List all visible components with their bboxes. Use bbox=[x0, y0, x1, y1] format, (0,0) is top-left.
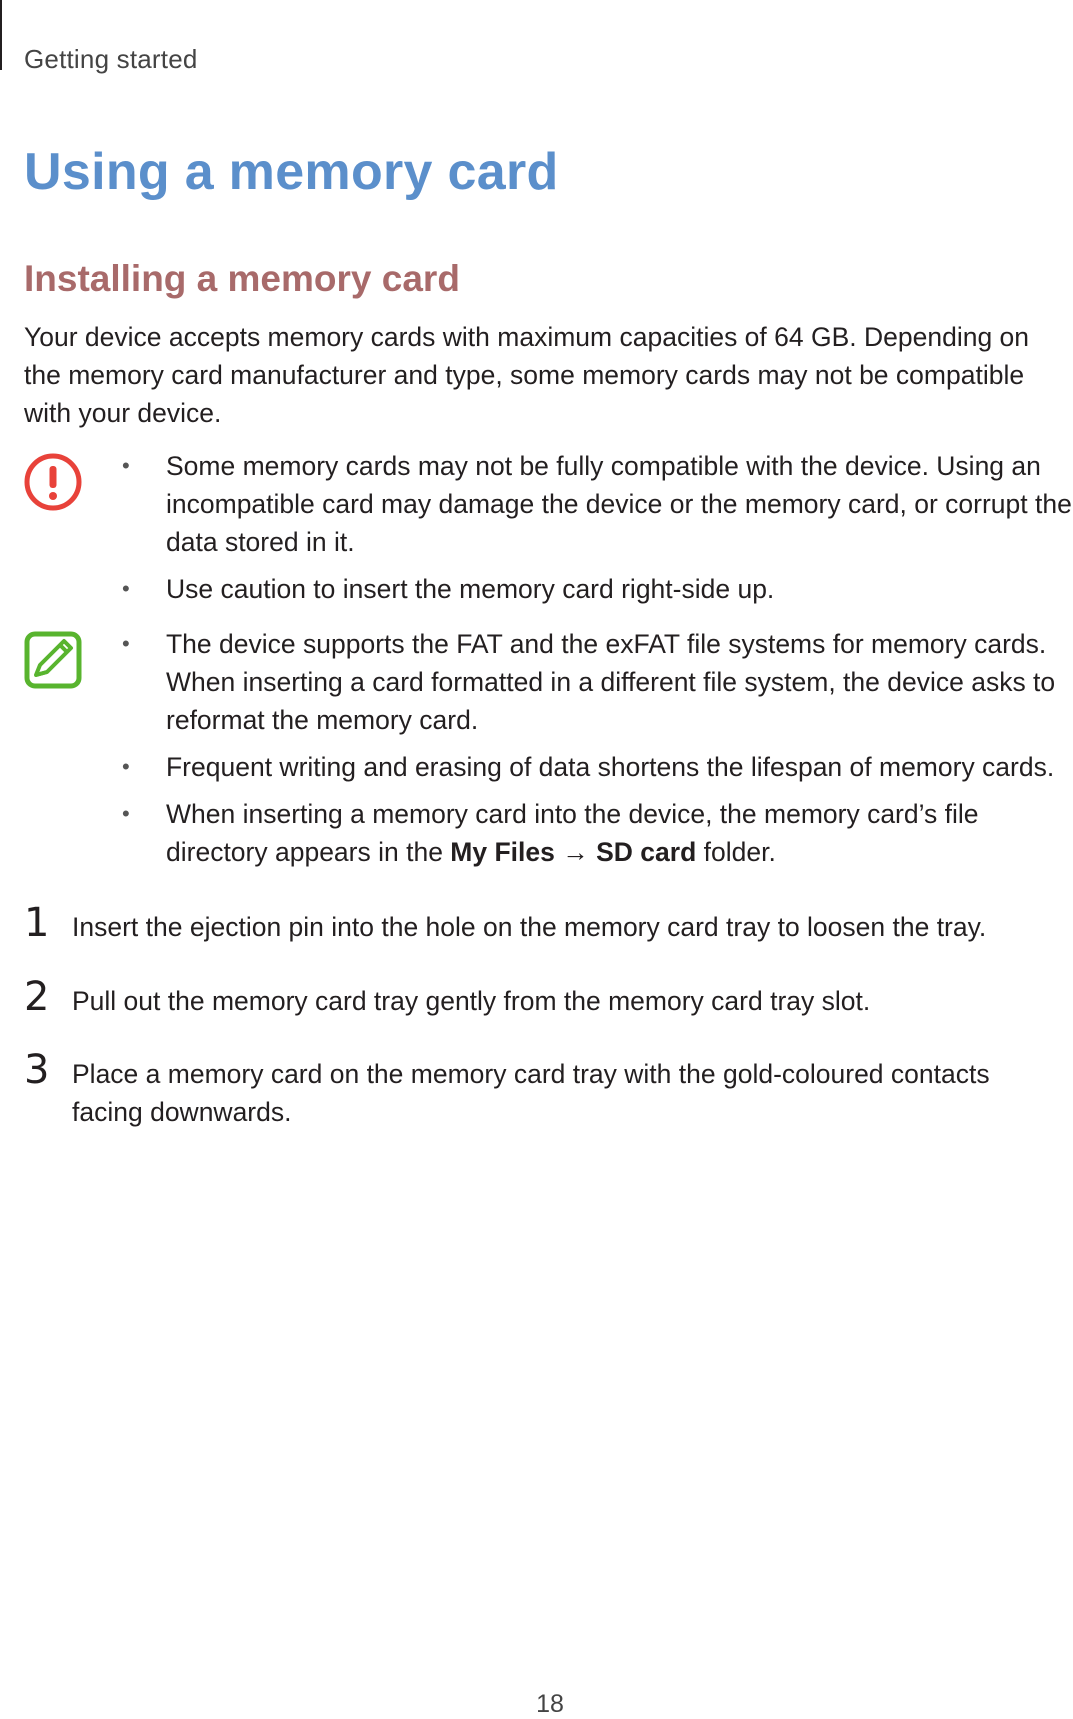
step-number: 2 bbox=[24, 974, 50, 1020]
note-pencil-icon bbox=[24, 631, 82, 689]
path-text-before: When inserting a memory card into the device, the memory card’s file directory appears in the bbox=[166, 799, 979, 867]
caution-item: • Use caution to insert the memory card right-side up. bbox=[122, 574, 775, 604]
section-title: Installing a memory card bbox=[24, 258, 460, 299]
running-header: Getting started bbox=[24, 44, 198, 74]
caution-item: • Some memory cards may not be fully compatible with the device. Using an incompatible card may damage the device or the memory card, or corrupt the data stored in it. bbox=[122, 451, 1072, 557]
intro-paragraph: Your device accepts memory cards with maximum capacities of 64 GB. Depending on the memory card manufacturer and type, some memory cards may not be compatible with your device. bbox=[24, 322, 1030, 428]
caution-icon bbox=[24, 453, 82, 511]
step-number: 3 bbox=[24, 1047, 50, 1093]
caution-list bbox=[120, 447, 1073, 617]
step-text: Place a memory card on the memory card tray with the gold-coloured contacts facing downwards. bbox=[72, 1059, 990, 1127]
note-item-path: • When inserting a memory card into the device, the memory card’s file directory appears in the My Files → SD card folder. bbox=[122, 799, 979, 867]
notes-list bbox=[120, 625, 1073, 880]
note-item: • The device supports the FAT and the exFAT file systems for memory cards. When inserting a card formatted in a different file system, the device asks to reformat the memory card. bbox=[122, 629, 1056, 735]
path-text-after: folder. bbox=[696, 837, 776, 867]
header-rule bbox=[0, 0, 2, 70]
note-item: • Frequent writing and erasing of data shortens the lifespan of memory cards. bbox=[122, 752, 1055, 782]
arrow: → bbox=[554, 837, 597, 867]
folder-my-files: My Files bbox=[450, 837, 555, 867]
step-number: 1 bbox=[24, 900, 50, 946]
step-text: Pull out the memory card tray gently from the memory card tray slot. bbox=[72, 986, 871, 1016]
folder-sd-card: SD card bbox=[596, 837, 697, 867]
page-number: 18 bbox=[536, 1690, 564, 1718]
step-text: Insert the ejection pin into the hole on the memory card tray to loosen the tray. bbox=[72, 912, 987, 942]
page-title: Using a memory card bbox=[24, 143, 559, 201]
